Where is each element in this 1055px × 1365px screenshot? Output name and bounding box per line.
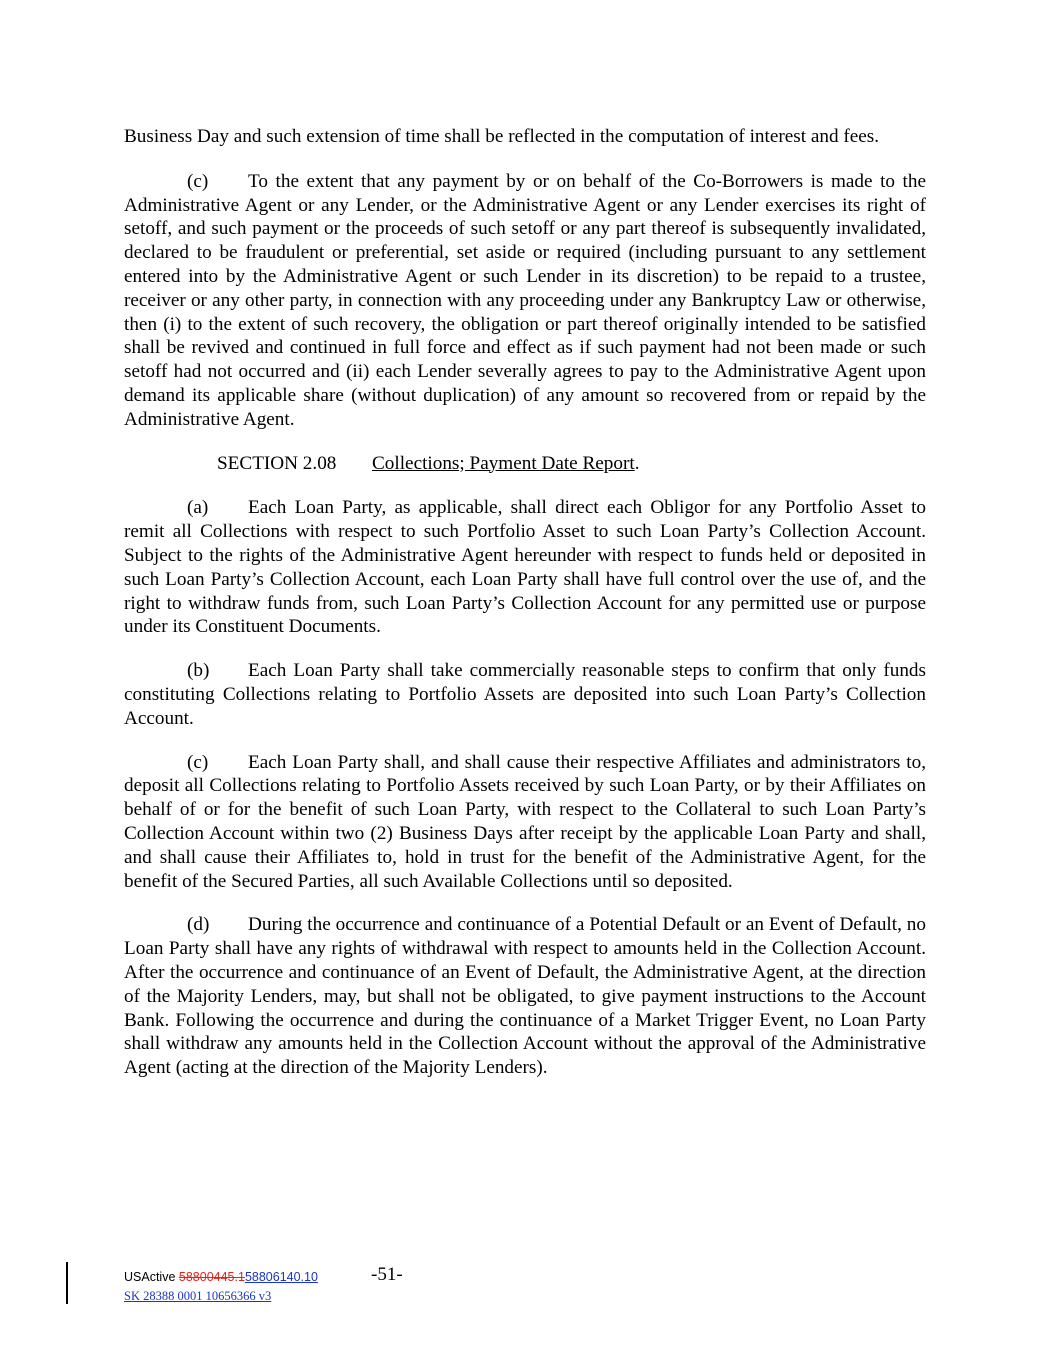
- section-heading: [217, 452, 926, 476]
- section-number: SECTION 2.08: [217, 452, 337, 474]
- document-body: [124, 125, 926, 1100]
- page-number: -51-: [371, 1264, 403, 1285]
- paragraph-b-confirm-deposits: [124, 659, 926, 730]
- paragraph-label: (a): [187, 497, 209, 519]
- paragraph-text: During the occurrence and continuance of a Potential Default or an Event of Default, no Loan Party shall have any rights of withdrawal with respect to amounts held in the Collection Account. After the occurrence and continuance of an Event of Default, the Administrative Agent, at the direction of the Majority Lenders, may, but shall not be obligated, to give payment instructions to the Account Bank. Following the occurrence and during the continuance of a Market Trigger Event, no Loan Party shall withdraw any amounts held in the Collection Account without the approval of the Administrative Agent (acting at the direction of the Majority Lenders).: [124, 914, 926, 1079]
- paragraph-text: To the extent that any payment by or on behalf of the Co-Borrowers is made to the Administrative Agent or any Lender, or the Administrative Agent or any Lender exercises its right of setoff, and such payment or the proceeds of such setoff or any part thereof is subsequently invalidated, declared to be fraudulent or preferential, set aside or required (including pursuant to any settlement entered into by the Administrative Agent or such Lender in its discretion) to be repaid to a trustee, receiver or any other party, in connection with any proceeding under any Bankruptcy Law or otherwise, then (i) to the extent of such recovery, the obligation or part thereof originally intended to be satisfied shall be revived and continued in full force and effect as if such payment had not been made or such setoff had not occurred and (ii) each Lender severally agrees to pay to the Administrative Agent upon demand its applicable share (without duplication) of any amount so recovered from or repaid by the Administrative Agent.: [124, 170, 926, 430]
- paragraph-c-deposit-collections: [124, 751, 926, 894]
- footer-inserted-id: 58806140.10: [244, 1270, 318, 1284]
- paragraph-label: (c): [187, 170, 209, 192]
- paragraph-text: Each Loan Party shall, and shall cause their respective Affiliates and administrators to, deposit all Collections relating to Portfolio Assets received by such Loan Party, or by their Affiliates on behalf of or for the benefit of such Loan Party, with respect to the Collateral to such Loan Party’s Collection Account within two (2) Business Days after receipt by the applicable Loan Party and shall, and shall cause their Affiliates to, hold in trust for the benefit of the Administrative Agent, for the benefit of the Secured Parties, all such Available Collections until so deposited.: [124, 751, 926, 892]
- paragraph-d-withdrawal-rights: [124, 913, 926, 1080]
- paragraph-text: Each Loan Party shall take commercially reasonable steps to confirm that only funds constituting Collections relating to Portfolio Assets are deposited into such Loan Party’s Collection Account.: [124, 660, 926, 729]
- paragraph-continuation: Business Day and such extension of time shall be reflected in the computation of interest and fees.: [124, 126, 880, 147]
- section-title-period: .: [634, 452, 640, 474]
- paragraph-label: (c): [187, 751, 209, 773]
- paragraph-c-payment-invalidated: [124, 170, 926, 432]
- revision-change-bar: [66, 1262, 68, 1304]
- footer-deleted-id: 58800445.1: [178, 1270, 245, 1284]
- paragraph-text: Each Loan Party, as applicable, shall direct each Obligor for any Portfolio Asset to remit all Collections with respect to such Portfolio Asset to such Loan Party’s Collection Account. Subject to the rights of the Administrative Agent hereunder with respect to funds held or deposited in such Loan Party’s Collection Account, each Loan Party shall have full control over the use of, and the right to withdraw funds from, such Loan Party’s Collection Account for any permitted use or purpose under its Constituent Documents.: [124, 497, 926, 638]
- section-title: Collections; Payment Date Report: [372, 452, 635, 474]
- footer-document-id: [124, 1268, 318, 1286]
- footer-doc-ref: SK 28388 0001 10656366 v3: [124, 1289, 272, 1303]
- paragraph-label: (b): [187, 660, 210, 682]
- footer-prefix: USActive: [124, 1270, 179, 1284]
- paragraph-a-remit-collections: [124, 496, 926, 639]
- paragraph-label: (d): [187, 914, 210, 936]
